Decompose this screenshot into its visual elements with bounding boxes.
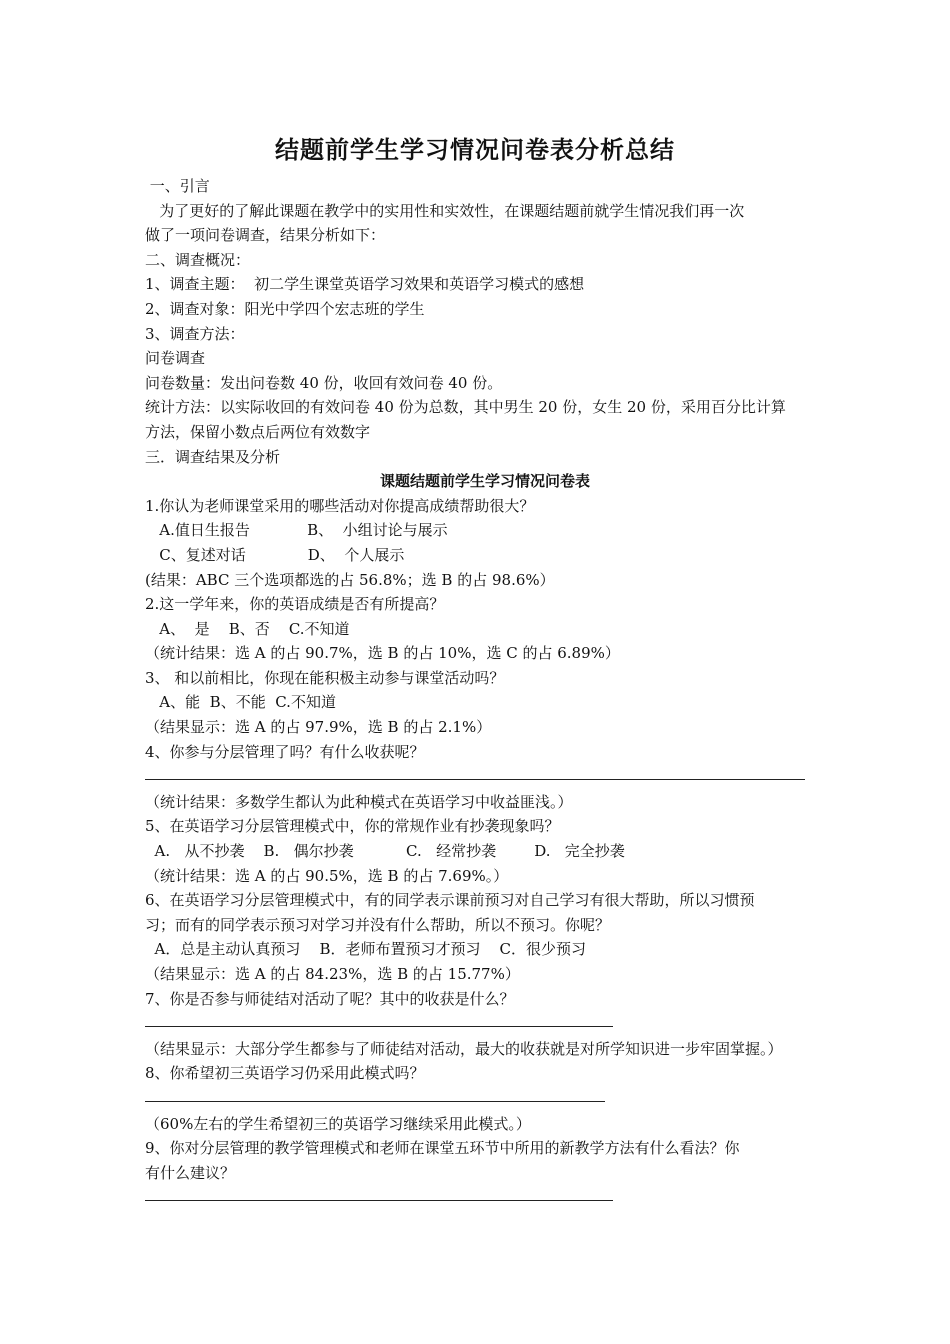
q7-result: （结果显示：大部分学生都参与了师徒结对活动，最大的收获就是对所学知识进一步牢固掌握。）	[145, 1039, 783, 1058]
q6-result: （结果显示：选 A 的占 84.23%，选 B 的占 15.77%）	[145, 965, 520, 983]
q1-result: (结果：ABC 三个选项都选的占 56.8%；选 B 的占 98.6%）	[145, 570, 555, 589]
survey-method: 问卷调查	[145, 349, 206, 368]
results-heading: 三．调查结果及分析	[145, 447, 281, 466]
intro-heading: 一、引言	[145, 177, 210, 195]
q9-question-line-2: 有什么建议？	[145, 1163, 236, 1182]
q7-answer-line	[145, 1011, 613, 1027]
q2-options: A、 是 B、否 C.不知道	[145, 619, 350, 638]
q1-question: 1.你认为老师课堂采用的哪些活动对你提高成绩帮助很大？	[145, 496, 535, 515]
q6-question-line-2: 习；而有的同学表示预习对学习并没有什么帮助，所以不预习。你呢？	[145, 915, 611, 934]
document-body	[145, 174, 825, 1211]
intro-paragraph-line-1: 为了更好的了解此课题在教学中的实用性和实效性，在课题结题前就学生情况我们再一次	[145, 201, 745, 220]
q3-question: 3、 和以前相比，你现在能积极主动参与课堂活动吗？	[145, 668, 505, 687]
q9-question-line-1: 9、你对分层管理的教学管理模式和老师在课堂五环节中所用的新教学方法有什么看法？你	[145, 1139, 740, 1158]
q8-result: （60%左右的学生希望初三的英语学习继续采用此模式。）	[145, 1114, 531, 1133]
q8-answer-line	[145, 1086, 605, 1102]
q4-result: （统计结果：多数学生都认为此种模式在英语学习中收益匪浅。）	[145, 792, 573, 811]
q7-question: 7、你是否参与师徒结对活动了呢？其中的收获是什么？	[145, 989, 515, 1008]
survey-target: 2、调查对象：阳光中学四个宏志班的学生	[145, 299, 425, 318]
q4-answer-line	[145, 764, 805, 780]
q1-options-row-2: C、复述对话 D、 个人展示	[145, 545, 405, 564]
q5-options: A. 从不抄袭 B. 偶尔抄袭 C. 经常抄袭 D. 完全抄袭	[145, 842, 625, 861]
overview-heading: 二、调查概况：	[145, 250, 251, 269]
survey-method-label: 3、调查方法：	[145, 324, 245, 343]
q4-question: 4、你参与分层管理了吗？有什么收获呢？	[145, 742, 425, 761]
survey-stats-line-2: 方法，保留小数点后两位有效数字	[145, 422, 371, 441]
q8-question: 8、你希望初三英语学习仍采用此模式吗？	[145, 1064, 425, 1083]
q2-result: （统计结果：选 A 的占 90.7%，选 B 的占 10%，选 C 的占 6.89%）	[145, 644, 620, 663]
survey-count: 问卷数量：发出问卷数 40 份，收回有效问卷 40 份。	[145, 373, 503, 392]
q1-options-row-1: A.值日生报告 B、 小组讨论与展示	[145, 521, 448, 540]
intro-paragraph-line-2: 做了一项问卷调查，结果分析如下：	[145, 226, 386, 245]
survey-topic: 1、调查主题： 初二学生课堂英语学习效果和英语学习模式的感想	[145, 275, 585, 294]
q6-options: A．总是主动认真预习 B．老师布置预习才预习 C．很少预习	[145, 940, 587, 959]
q9-answer-line	[145, 1185, 613, 1201]
survey-stats-line-1: 统计方法：以实际收回的有效问卷 40 份为总数，其中男生 20 份，女生 20 份，采用百分比计算	[145, 398, 786, 417]
q3-options: A、能 B、不能 C.不知道	[145, 693, 336, 712]
q3-result: （结果显示：选 A 的占 97.9%，选 B 的占 2.1%）	[145, 718, 492, 737]
q2-question: 2.这一学年来，你的英语成绩是否有所提高？	[145, 595, 445, 614]
questionnaire-title: 课题结题前学生学习情况问卷表	[379, 472, 590, 491]
q5-question: 5、在英语学习分层管理模式中，你的常规作业有抄袭现象吗？	[145, 817, 560, 836]
document-title: 结题前学生学习情况问卷表分析总结	[275, 136, 675, 164]
q6-question-line-1: 6、在英语学习分层管理模式中，有的同学表示课前预习对自己学习有很大帮助，所以习惯预	[145, 891, 755, 910]
q5-result: （统计结果：选 A 的占 90.5%，选 B 的占 7.69%。）	[145, 866, 509, 885]
